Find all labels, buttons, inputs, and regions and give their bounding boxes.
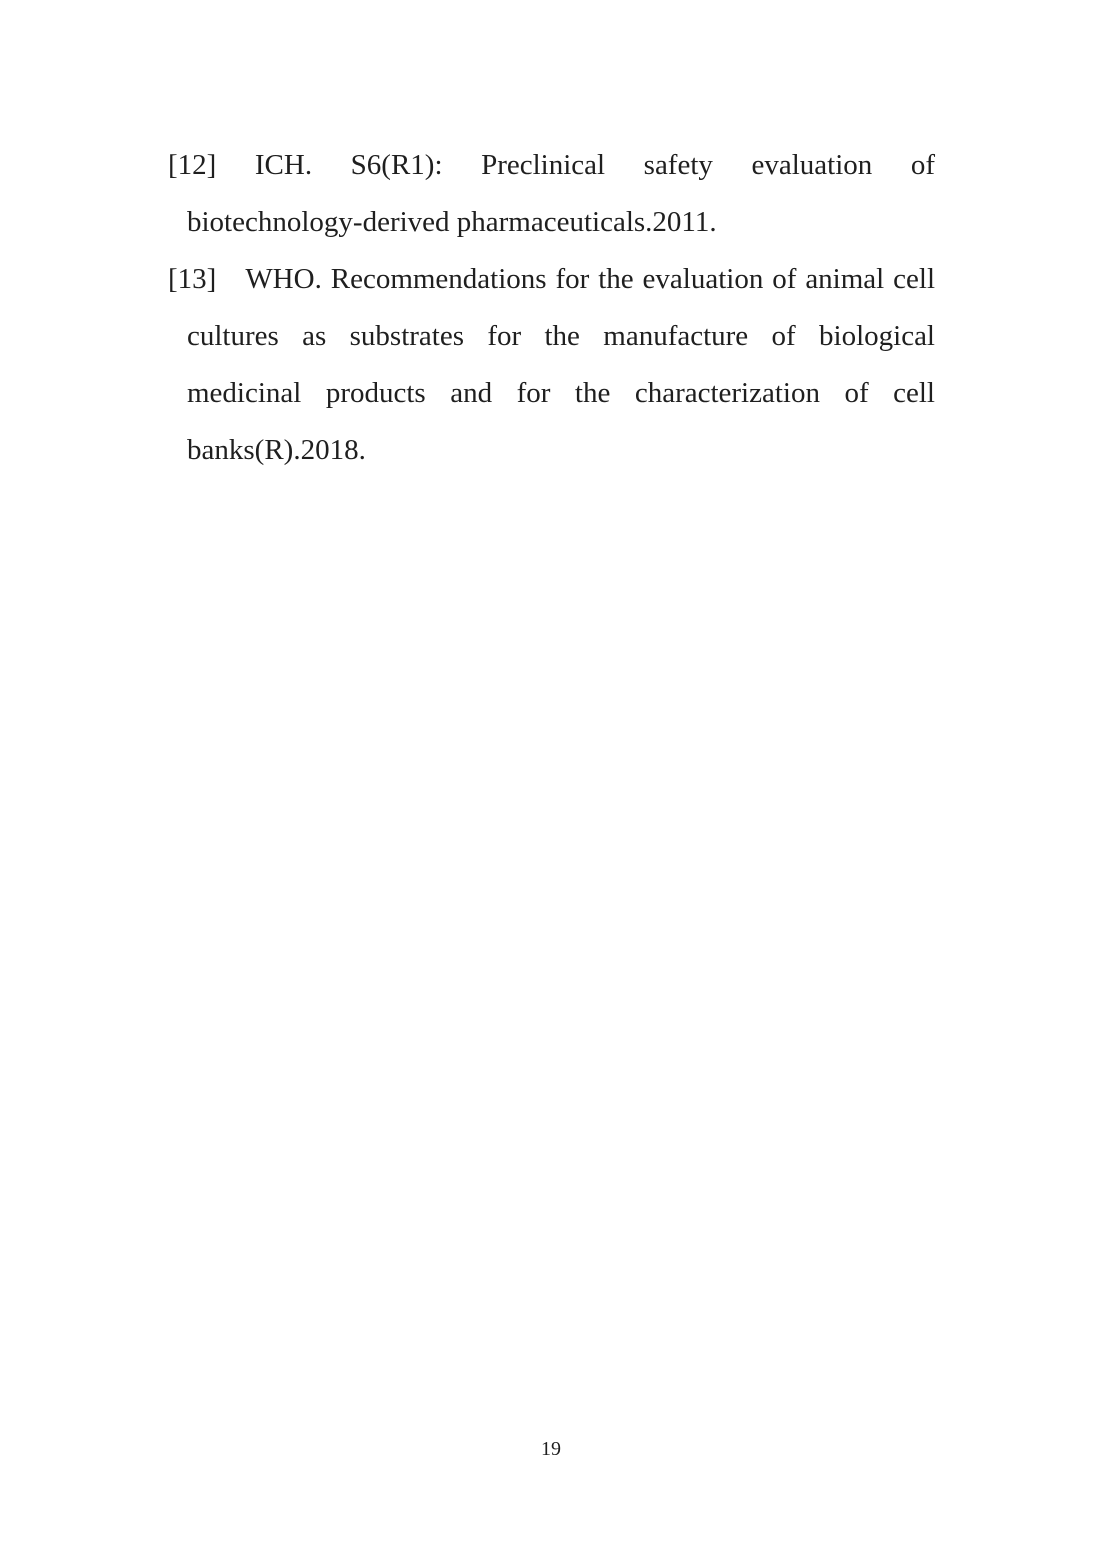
- reference-13-line-3: medicinal products and for the characterization of cell: [187, 377, 935, 409]
- reference-12-line-2: biotechnology-derived pharmaceuticals.2011.: [187, 206, 717, 238]
- reference-12-line-1: [12] ICH. S6(R1): Preclinical safety evaluation of: [168, 149, 935, 181]
- reference-13-line-1: [13] WHO. Recommendations for the evaluation of animal cell: [168, 263, 935, 295]
- reference-item-12: [168, 137, 935, 251]
- reference-list: [168, 137, 935, 479]
- page-number: 19: [541, 1438, 561, 1460]
- reference-item-13: [168, 251, 935, 479]
- reference-13-line-2: cultures as substrates for the manufacture of biological: [187, 320, 935, 352]
- reference-13-line-4: banks(R).2018.: [187, 434, 366, 466]
